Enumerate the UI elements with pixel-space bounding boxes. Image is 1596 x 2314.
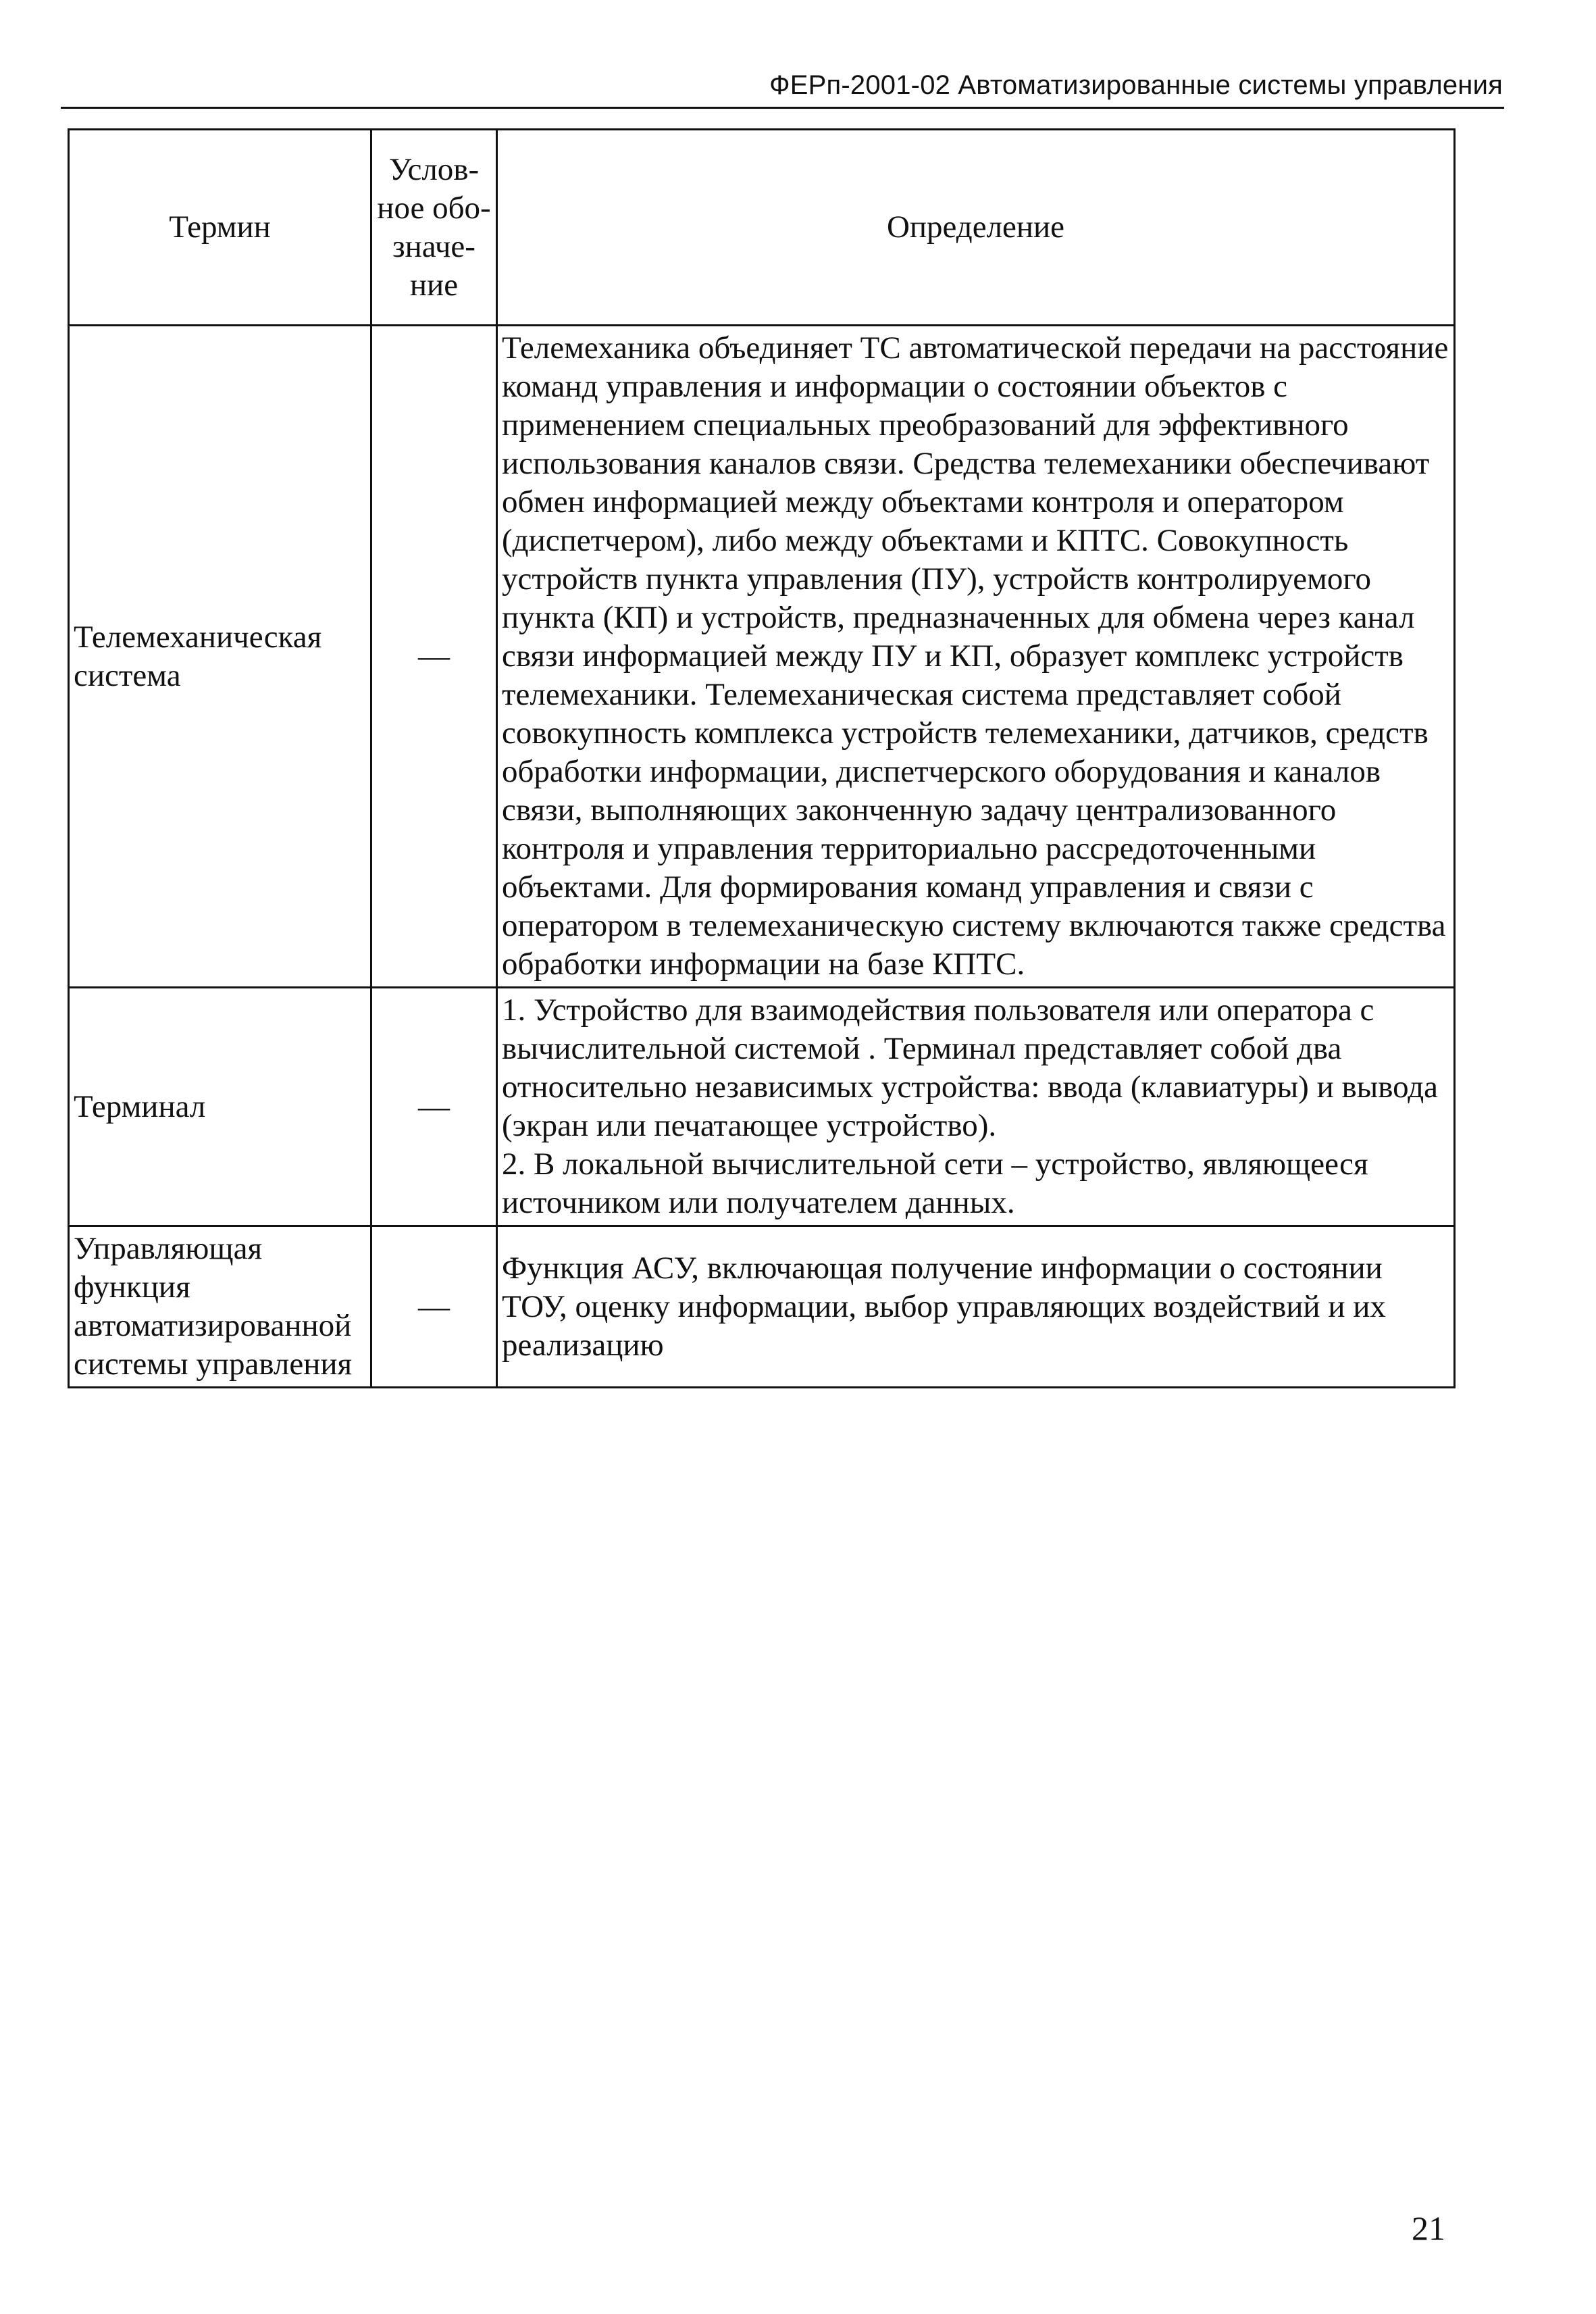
term-cell: Управляющая функция автоматизированной системы управления: [69, 1226, 371, 1388]
table-header-row: [69, 130, 1455, 326]
header-definition: Определение: [497, 130, 1455, 326]
table-row: [69, 988, 1455, 1226]
running-header: ФЕРп-2001-02 Автоматизированные системы управления: [769, 70, 1503, 100]
page-number: 21: [1412, 2209, 1445, 2247]
header-term: Термин: [69, 130, 371, 326]
header-symbol: Услов-ное обо-значе-ние: [371, 130, 497, 326]
definition-cell: Функция АСУ, включающая получение информации о состоянии ТОУ, оценку информации, выбор управляющих воздействий и их реализацию: [497, 1226, 1455, 1388]
definition-cell: [497, 988, 1455, 1226]
header-rule: [61, 107, 1504, 109]
table-row: [69, 1226, 1455, 1388]
definition-cell: Телемеханика объединяет ТС автоматической передачи на расстояние команд управления и информации о состоянии объектов с применением специальных преобразований для эффективного использования каналов связи. Средства телемеханики обеспечивают обмен информацией между объектами контроля и оператором (диспетчером), либо между объектами и КПТС. Совокупность устройств пункта управления (ПУ), устройств контролируемого пункта (КП) и устройств, предназначенных для обмена через канал связи информацией между ПУ и КП, образует комплекс устройств телемеханики. Телемеханическая система представляет собой совокупность комплекса устройств телемеханики, датчиков, средств обработки информации, диспетчерского оборудования и каналов связи, выполняющих законченную задачу централизованного контроля и управления территориально рассредоточенными объектами. Для формирования команд управления и связи с оператором в телемеханическую систему включаются также средства обработки информации на базе КПТС.: [497, 326, 1455, 988]
symbol-cell: —: [371, 326, 497, 988]
term-cell: Телемеханическая система: [69, 326, 371, 988]
symbol-cell: —: [371, 988, 497, 1226]
symbol-cell: —: [371, 1226, 497, 1388]
definition-item: 2. В локальной вычислительной сети – устройство, являющееся источником или получателем данных.: [502, 1147, 1368, 1220]
table-row: [69, 326, 1455, 988]
terms-table: [68, 128, 1456, 1388]
term-cell: Терминал: [69, 988, 371, 1226]
definition-item: 1. Устройство для взаимодействия пользователя или оператора с вычислительной системой . Терминал представляет собой два относительно независимых устройства: ввода (клавиатуры) и вывода (экран или печатающее устройство).: [502, 992, 1439, 1143]
